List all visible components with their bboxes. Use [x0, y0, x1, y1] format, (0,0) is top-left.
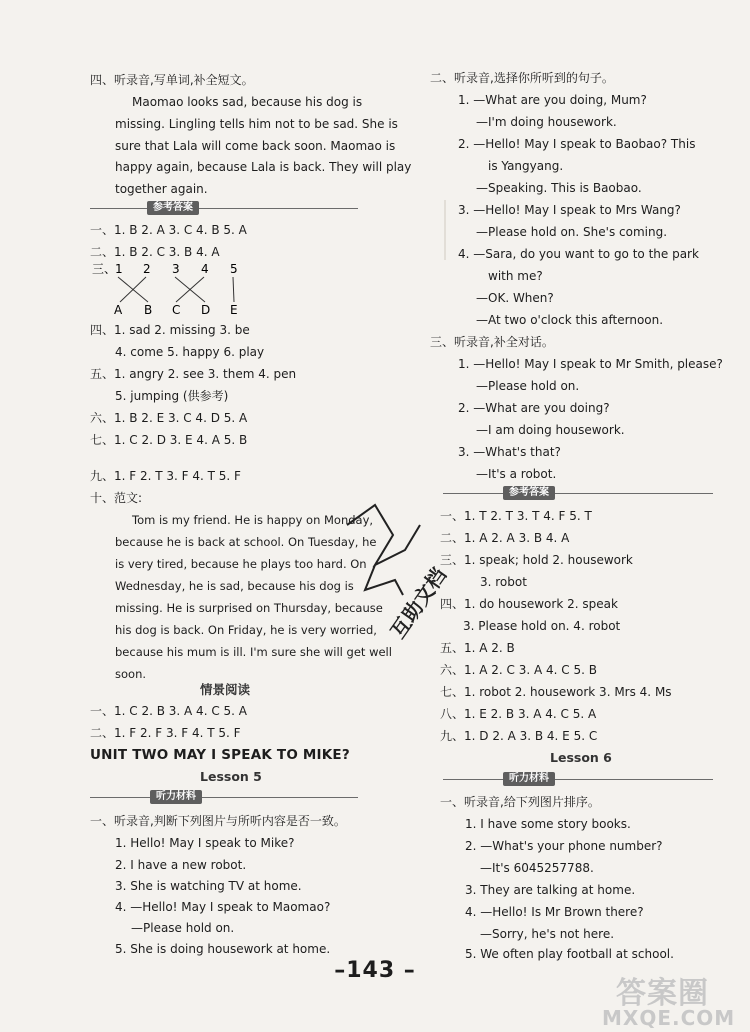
match-top-5: 5 [230, 262, 238, 276]
answer-line: 3. robot [480, 575, 527, 589]
essay-line: because he is back at school. On Tuesday, he [115, 535, 377, 549]
handwritten-stamp [335, 495, 465, 645]
listening-line: 一、听录音,给下列图片排序。 [440, 795, 600, 809]
answer-line: 十、范文: [90, 491, 143, 505]
answer-line: 4. come 5. happy 6. play [115, 345, 265, 359]
dialogue-line: with me? [488, 269, 543, 283]
stamp-scribble [347, 505, 420, 565]
dialogue-line: —I'm doing housework. [476, 115, 617, 129]
essay-line: is very tired, because he plays too hard. On [115, 557, 367, 571]
answer-line: 九、1. F 2. T 3. F 4. T 5. F [90, 469, 241, 483]
dialogue-line: 1. —What are you doing, Mum? [458, 93, 647, 107]
answer-divider [443, 486, 713, 502]
dialogue-line: —OK. When? [476, 291, 554, 305]
answer-line: 六、1. A 2. C 3. A 4. C 5. B [440, 663, 597, 677]
dialogue-line: 2. —What are you doing? [458, 401, 610, 415]
dialogue-line: 4. —Sara, do you want to go to the park [458, 247, 699, 261]
dialogue-line: 3. —What's that? [458, 445, 561, 459]
answer-line: 5. jumping (供参考) [115, 389, 229, 403]
listening-line: 5. She is doing housework at home. [115, 942, 331, 956]
answer-line: 五、1. A 2. B [440, 641, 515, 655]
listening-line: 5. We often play football at school. [465, 947, 674, 961]
essay-line: his dog is back. On Friday, he is very worried, [115, 623, 377, 637]
answer-line: 四、1. sad 2. missing 3. be [90, 323, 250, 337]
passage-line: sure that Lala will come back soon. Maomao is [115, 139, 396, 153]
passage-line: happy again, because Lala is back. They will play [115, 160, 412, 174]
passage-line: missing. Lingling tells him not to be sad. She is [115, 117, 398, 131]
lesson-six-title: Lesson 6 [550, 750, 612, 765]
answer-line: 五、1. angry 2. see 3. them 4. pen [90, 367, 297, 381]
dialogue-line: —I am doing housework. [476, 423, 625, 437]
listening-line: 3. She is watching TV at home. [115, 879, 302, 893]
gutter-mark [444, 200, 446, 260]
listening-line: 2. I have a new robot. [115, 858, 247, 872]
watermark-brand: 答案圈 [616, 976, 709, 1011]
dialogue-line: —Please hold on. She's coming. [476, 225, 668, 239]
listening-line: —Please hold on. [131, 921, 235, 935]
listening-line: 4. —Hello! May I speak to Maomao? [115, 900, 331, 914]
dialogue-line: —At two o'clock this afternoon. [476, 313, 664, 327]
answer-line: 八、1. E 2. B 3. A 4. C 5. A [440, 707, 597, 721]
answer-line: 六、1. B 2. E 3. C 4. D 5. A [90, 411, 248, 425]
listening-line: —It's 6045257788. [480, 861, 594, 875]
essay-line: because his mum is ill. I'm sure she will get well [115, 645, 392, 659]
essay-line: missing. He is surprised on Thursday, because [115, 601, 383, 615]
lesson-five-title: Lesson 5 [200, 769, 262, 784]
answer-line: 一、1. B 2. A 3. C 4. B 5. A [90, 223, 247, 237]
watermark-logo [598, 966, 748, 1028]
answer-line: 二、1. F 2. F 3. F 4. T 5. F [90, 726, 241, 740]
answer-line: 三、1. speak; hold 2. housework [440, 553, 633, 567]
answer-line: 3. Please hold on. 4. robot [463, 619, 621, 633]
listening-line: 3. They are talking at home. [465, 883, 636, 897]
listening-divider [443, 772, 713, 788]
listening-line: —Sorry, he's not here. [480, 927, 615, 941]
section-two-heading: 二、听录音,选择你所听到的句子。 [430, 71, 614, 85]
match-bottom-a: A [114, 303, 123, 316]
divider-rule [443, 493, 713, 494]
section-three-heading: 三、听录音,补全对话。 [430, 335, 554, 349]
answer-line: 二、1. B 2. C 3. B 4. A [90, 245, 220, 259]
answer-line: 四、1. do housework 2. speak [440, 597, 618, 611]
page-number: –143 – [334, 958, 416, 983]
answer-line: 七、1. C 2. D 3. E 4. A 5. B [90, 433, 248, 447]
match-line [120, 277, 146, 302]
answer-line: 一、1. T 2. T 3. T 4. F 5. T [440, 509, 592, 523]
watermark-site: MXQE.COM [602, 1006, 736, 1030]
dialogue-line: 2. —Hello! May I speak to Baobao? This [458, 137, 696, 151]
passage-line: Maomao looks sad, because his dog is [132, 95, 363, 109]
match-top-3: 3 [172, 262, 180, 276]
divider-rule [443, 779, 713, 780]
match-top-2: 2 [143, 262, 151, 276]
answer-line: 九、1. D 2. A 3. B 4. E 5. C [440, 729, 598, 743]
listening-badge: 听力材料 [150, 790, 202, 804]
divider-rule [90, 208, 358, 209]
stamp-scribble [365, 565, 403, 595]
answer-line: 二、1. A 2. A 3. B 4. A [440, 531, 570, 545]
match-bottom-c: C [172, 303, 181, 316]
passage-line: together again. [115, 182, 208, 196]
match-bottom-b: B [144, 303, 153, 316]
listening-line: 1. I have some story books. [465, 817, 631, 831]
listening-line: 一、听录音,判断下列图片与所听内容是否一致。 [90, 814, 346, 828]
dialogue-line: —Please hold on. [476, 379, 580, 393]
stamp-text: 互助文档 [385, 563, 452, 643]
matching-label: 三、 [92, 262, 117, 276]
listening-divider [90, 790, 358, 806]
divider-rule [90, 797, 358, 798]
listening-line: 4. —Hello! Is Mr Brown there? [465, 905, 644, 919]
listening-line: 1. Hello! May I speak to Mike? [115, 836, 295, 850]
match-bottom-e: E [230, 303, 238, 316]
match-line [233, 277, 234, 302]
dialogue-line: 3. —Hello! May I speak to Mrs Wang? [458, 203, 681, 217]
match-top-1: 1 [115, 262, 123, 276]
dialogue-line: is Yangyang. [488, 159, 564, 173]
unit-title: UNIT TWO MAY I SPEAK TO MIKE? [90, 747, 350, 763]
essay-line: Tom is my friend. He is happy on Monday, [132, 513, 374, 527]
match-top-4: 4 [201, 262, 209, 276]
dialogue-line: —Speaking. This is Baobao. [476, 181, 642, 195]
answer-line: 七、1. robot 2. housework 3. Mrs 4. Ms [440, 685, 672, 699]
essay-line: Wednesday, he is sad, because his dog is [115, 579, 354, 593]
answer-line: 一、1. C 2. B 3. A 4. C 5. A [90, 704, 247, 718]
answer-divider [90, 201, 358, 217]
dialogue-line: —It's a robot. [476, 467, 557, 481]
answer-badge: 参考答案 [147, 201, 199, 215]
listening-line: 2. —What's your phone number? [465, 839, 663, 853]
essay-line: soon. [115, 667, 147, 681]
matching-diagram [90, 262, 270, 316]
listening-badge: 听力材料 [503, 772, 555, 786]
section-four-heading: 四、听录音,写单词,补全短文。 [90, 73, 254, 87]
reading-title: 情景阅读 [200, 682, 251, 697]
match-bottom-d: D [201, 303, 211, 316]
dialogue-line: 1. —Hello! May I speak to Mr Smith, please? [458, 357, 723, 371]
answer-badge: 参考答案 [503, 486, 555, 500]
